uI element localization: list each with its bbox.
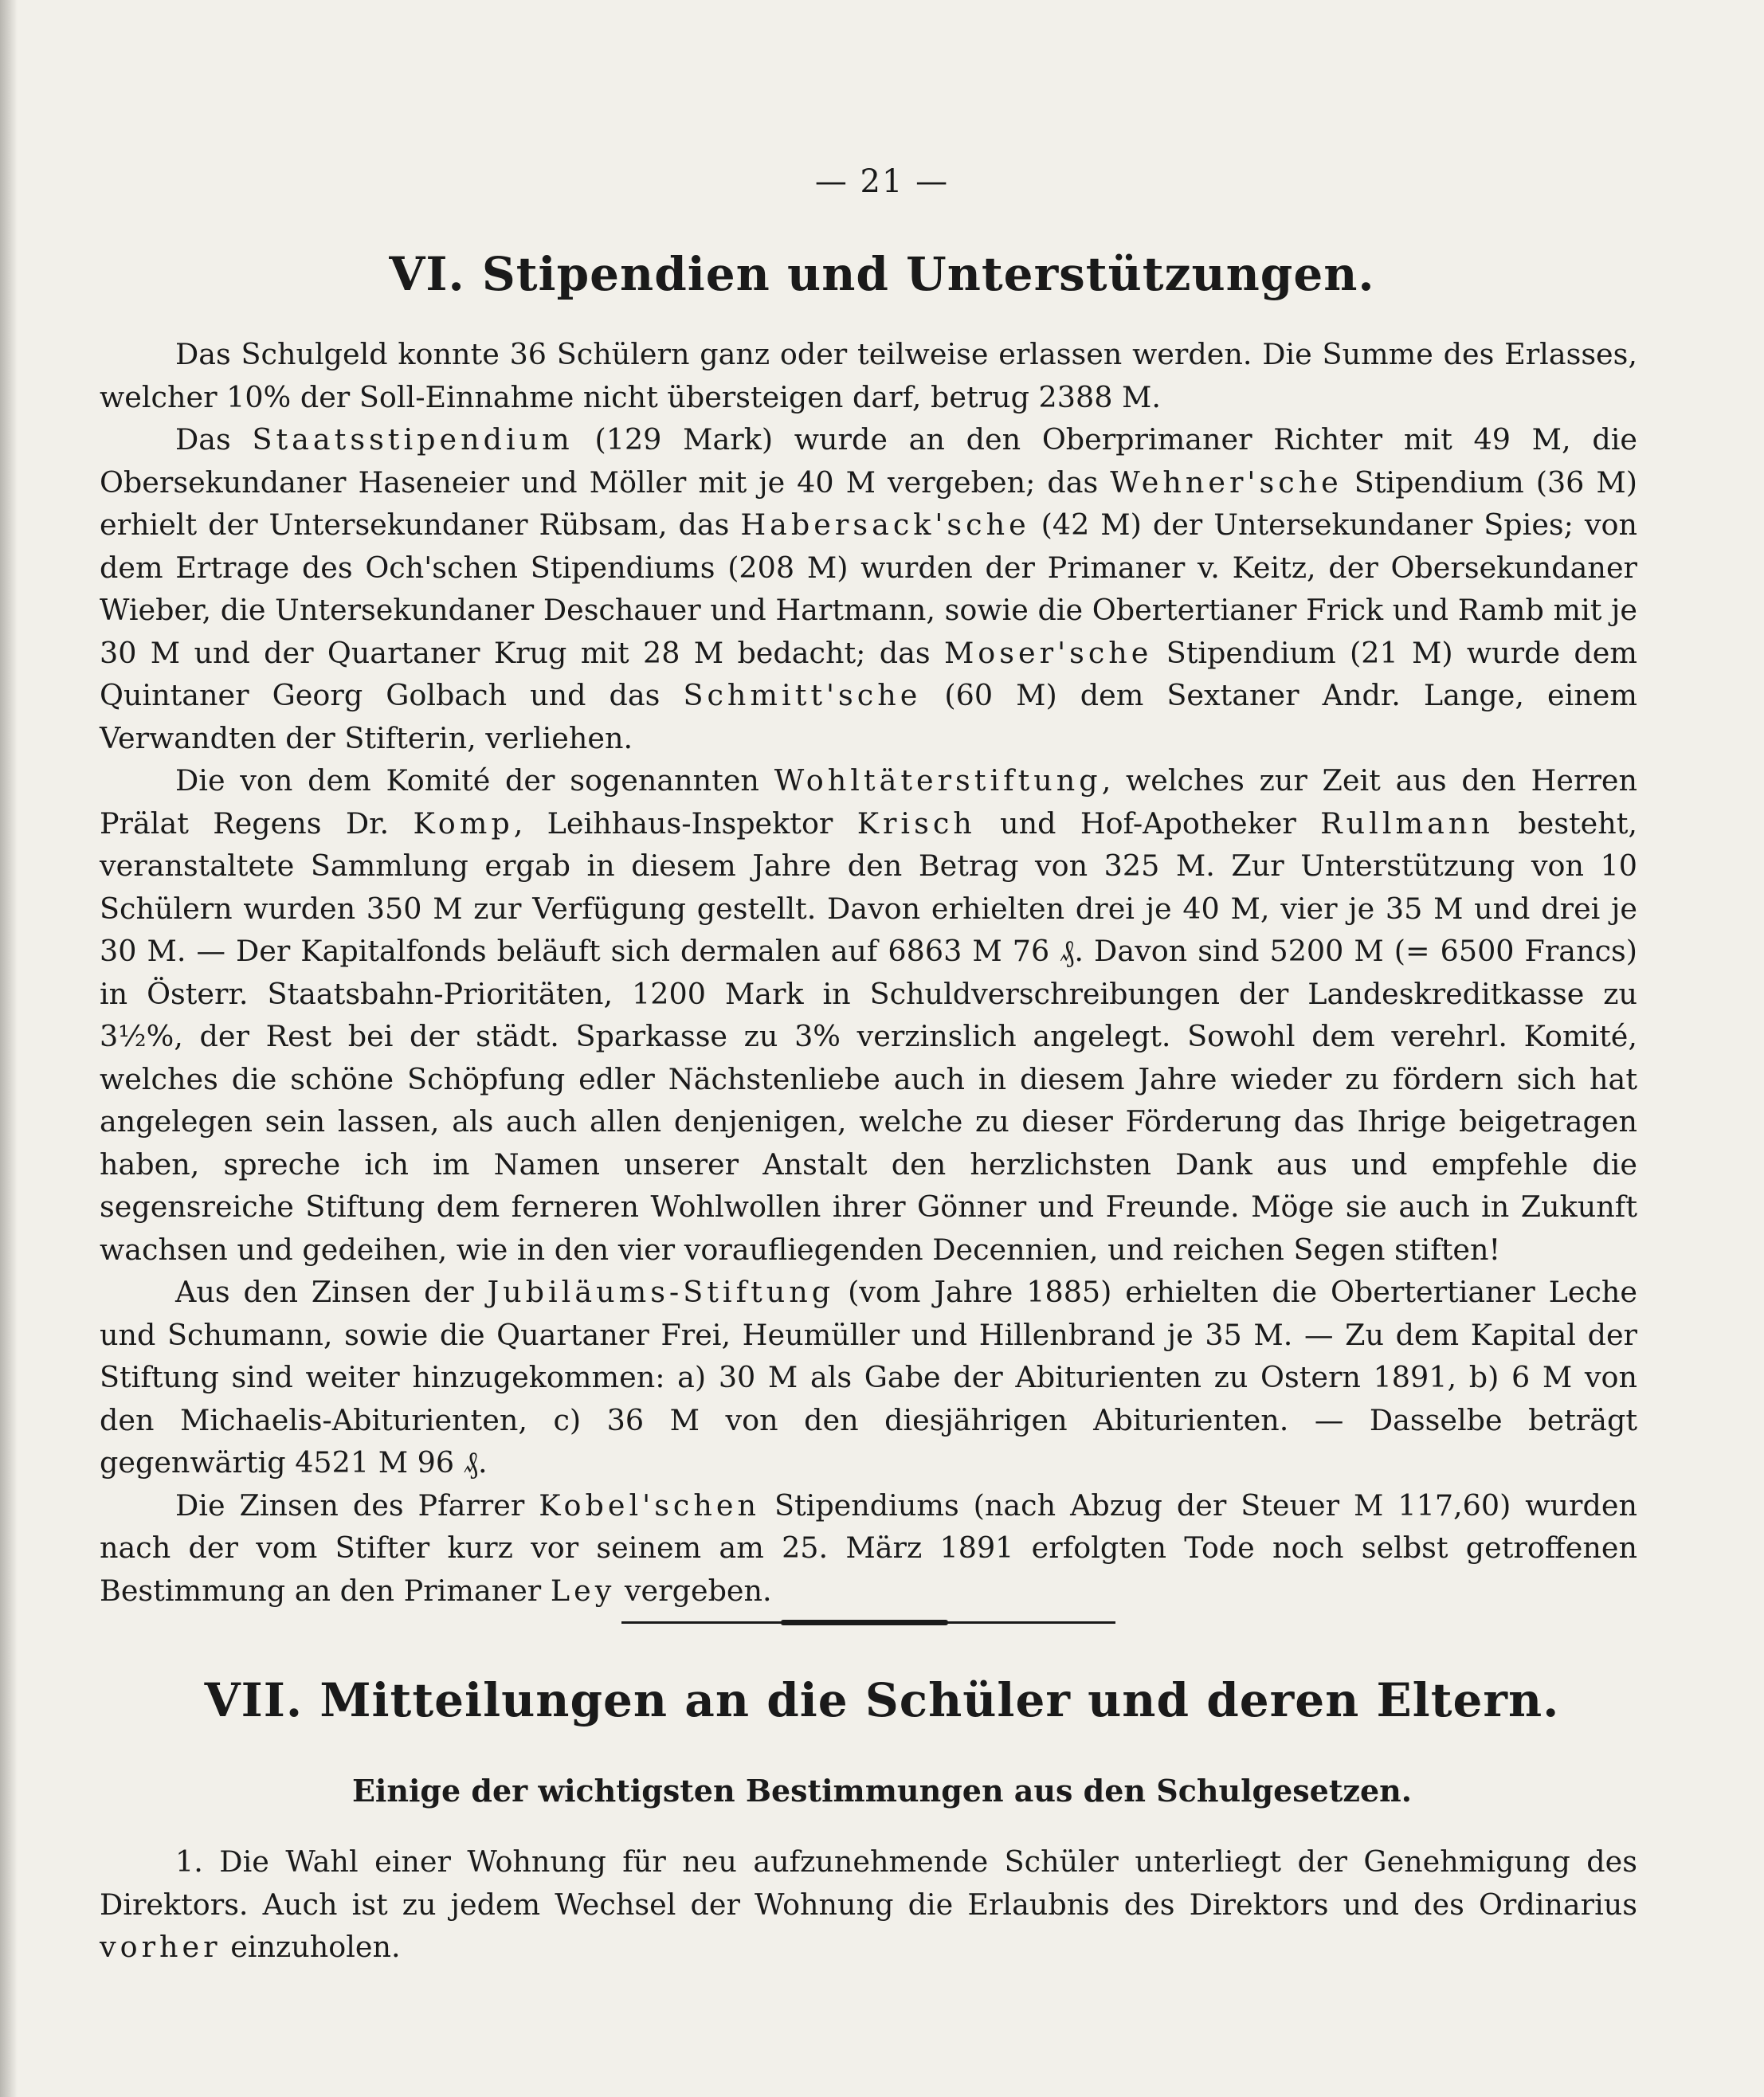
section-heading-mitteilungen: VII. Mitteilungen an die Schüler und deren Eltern. [204, 1673, 1560, 1727]
section-body-mitteilungen [100, 1840, 1637, 1969]
term-kobel: Kobel'schen [539, 1487, 760, 1523]
section-divider [621, 1621, 1115, 1624]
page-number: — 21 — [814, 163, 950, 200]
paragraph-kobel-stipendium: Die Zinsen des Pfarrer Kobel'schen Stipendiums (nach Abzug der Steuer M 117,60) wurden nach der vom Stifter kurz vor seinem am 25. März 1891 erfolgten Tode noch selbst getroffenen Bestimmung an den Primaner Ley vergeben. [100, 1487, 1637, 1608]
term-moser: Moser'sche [943, 635, 1153, 670]
term-staatsstipendium: Staatsstipendium [252, 422, 574, 457]
term-jubilaeumsstiftung: Jubiläums-Stiftung [487, 1275, 835, 1309]
subheading-schulgesetze: Einige der wichtigsten Bestimmungen aus den Schulgesetzen. [351, 1773, 1413, 1809]
term-vorher: vorher [100, 1930, 221, 1964]
term-habersack: Habersack'sche [740, 508, 1030, 542]
term-komp: Komp [413, 805, 514, 841]
paragraph-wohltaeterstiftung: Die von dem Komité der sogenannten Wohltäterstiftung, welches zur Zeit aus den Herren Prälat Regens Dr. Komp, Leihhaus-Inspektor Krisch und Hof-Apotheker Rullmann besteht, veranstaltete Sammlung ergab in diesem Jahre den Betrag von 325 M. Zur Unterstützung von 10 Schülern wurden 350 M zur Verfügung gestellt. Davon erhielten drei je 40 M, vier je 35 M und drei je 30 M. — Der Kapitalfonds beläuft sich dermalen auf 6863 M 76 ₰. Davon sind 5200 M (= 6500 Francs) in Österr. Staatsbahn-Prioritäten, 1200 Mark in Schuldverschreibungen der Landeskreditkasse zu 3½%, der Rest bei der städt. Sparkasse zu 3% verzinslich angelegt. Sowohl dem verehrl. Komité, welches die schöne Schöpfung edler Nächstenliebe auch in diesem Jahre wieder zu fördern sich hat angelegen sein lassen, als auch allen denjenigen, welche zu dieser Förderung das Ihrige beigetragen haben, spreche ich im Namen unserer Anstalt den herzlichsten Dank aus und empfehle die segensreiche Stiftung dem ferneren Wohlwollen ihrer Gönner und Freunde. Möge sie auch in Zukunft wachsen und gedeihen, wie in den vier voraufliegenden Decennien, und reichen Segen stiften! [100, 763, 1637, 1267]
section-body-stipendien [100, 333, 1637, 1612]
paragraph-stipendien: Das Staatsstipendium (129 Mark) wurde an den Oberprimaner Richter mit 49 M, die Obersekundaner Haseneier und Möller mit je 40 M vergeben; das Wehner'sche Stipendium (36 M) erhielt der Untersekundaner Rübsam, das Habersack'sche (42 M) der Untersekundaner Spies; von dem Ertrage des Och'schen Stipendiums (208 M) wurden der Primaner v. Keitz, der Obersekundaner Wieber, die Untersekundaner Deschauer und Hartmann, sowie die Obertertianer Frick und Ramb mit je 30 M und der Quartaner Krug mit 28 M bedacht; das Moser'sche Stipendium (21 M) wurde dem Quintaner Georg Golbach und das Schmitt'sche (60 M) dem Sextaner Andr. Lange, einem Verwandten der Stifterin, verliehen. [100, 422, 1638, 755]
term-schmitt: Schmitt'sche [683, 678, 922, 712]
term-wehner: Wehner'sche [1110, 464, 1343, 500]
rule-item-1: 1. Die Wahl einer Wohnung für neu aufzunehmende Schüler unterliegt der Genehmigung des Direktors. Auch ist zu jedem Wechsel der Wohnung die Erlaubnis des Direktors und des Ordinarius vorher einzuholen. [100, 1844, 1637, 1964]
paragraph-schulgeld: Das Schulgeld konnte 36 Schülern ganz oder teilweise erlassen werden. Die Summe des Erlasses, welcher 10% der Soll-Einnahme nicht übersteigen darf, betrug 2388 M. [100, 337, 1637, 414]
term-wohltaeterstiftung: Wohltäterstiftung [774, 763, 1102, 798]
paragraph-jubilaeumsstiftung: Aus den Zinsen der Jubiläums-Stiftung (vom Jahre 1885) erhielten die Obertertianer Leche und Schumann, sowie die Quartaner Frei, Heumüller und Hillenbrand je 35 M. — Zu dem Kapital der Stiftung sind weiter hinzugekommen: a) 30 M als Gabe der Abiturienten zu Ostern 1891, b) 6 M von den Michaelis-Abiturienten, c) 36 M von den diesjährigen Abiturienten. — Dasselbe beträgt gegenwärtig 4521 M 96 ₰. [100, 1275, 1638, 1480]
term-ley: Ley [550, 1573, 616, 1608]
term-rullmann: Rullmann [1320, 805, 1494, 841]
term-krisch: Krisch [857, 805, 976, 841]
section-heading-stipendien: VI. Stipendien und Unterstützungen. [389, 247, 1375, 301]
